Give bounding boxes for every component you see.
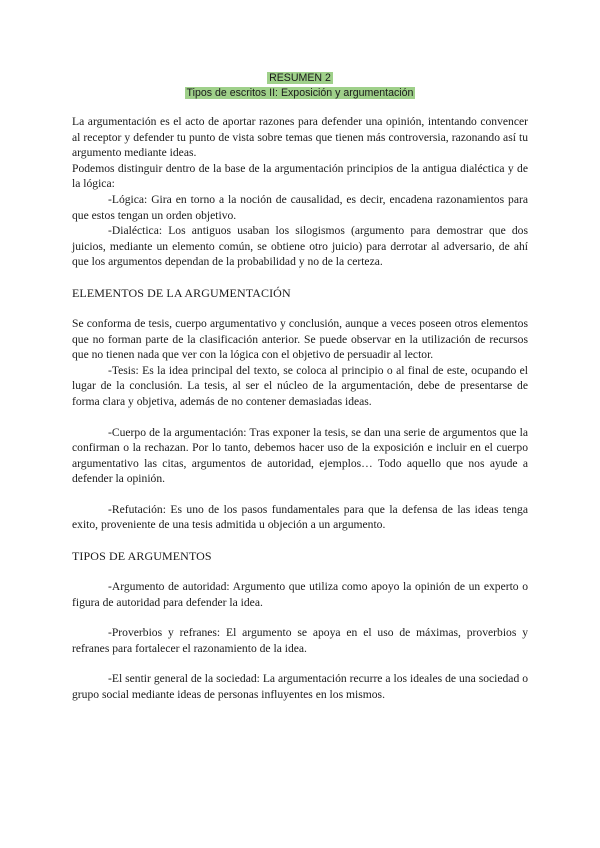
intro-paragraph-principles: Podemos distinguir dentro de la base de la argumentación principios de la antigua dialéctica y de la lógica: [72,161,528,191]
elementos-paragraph: Se conforma de tesis, cuerpo argumentativo y conclusión, aunque a veces poseen otros elementos que no forman parte de la clasificación anterior. Se puede observar en la utilización de recursos que no tienen nada que ver con la lógica con el objetivo de persuadir al lector. [72,316,528,362]
section-heading-tipos: TIPOS DE ARGUMENTOS [72,549,212,564]
document-content [72,71,528,703]
section-heading-elementos: ELEMENTOS DE LA ARGUMENTACIÓN [72,285,291,300]
document-title [72,71,528,86]
intro-paragraph: La argumentación es el acto de aportar razones para defender una opinión, intentando convencer al receptor y defender tu punto de vista sobre temas que tienen más controversia, razonando así tu argumento mediante ideas. [72,115,528,160]
autoridad-paragraph: -Argumento de autoridad: Argumento que utiliza como apoyo la opinión de un experto o figura de autoridad para defender la idea. [72,580,528,609]
refutacion-paragraph: -Refutación: Es uno de los pasos fundamentales para que la defensa de las ideas tenga exito, proveniente de una tesis admitida u objeción a un argumento. [72,502,528,532]
logica-paragraph: -Lógica: Gira en torno a la noción de causalidad, es decir, encadena razonamientos para que estos tengan un orden objetivo. [72,192,528,222]
document-subtitle [72,86,528,101]
sentir-paragraph: -El sentir general de la sociedad: La argumentación recurre a los ideales de una sociedad o grupo social mediante ideas de personas influyentes en los mismos. [72,672,528,702]
tesis-paragraph: -Tesis: Es la idea principal del texto, se coloca al principio o al final de este, ocupando el lugar de la conclusión. La tesis, al ser el núcleo de la argumentación, debe de presentarse de forma clara y objetiva, además de no contener demasiadas ideas. [72,363,528,408]
dialectica-paragraph: -Dialéctica: Los antiguos usaban los silogismos (argumento para demostrar que dos juicios, mediante un elemento común, se obtiene otro juicio) para derrotar al adversario, de ahí que los argumentos dependan de la probabilidad y no de la certeza. [72,224,528,269]
title-highlight: RESUMEN 2 [269,72,331,84]
cuerpo-paragraph: -Cuerpo de la argumentación: Tras exponer la tesis, se dan una serie de argumentos que la confirman o la rechazan. Por lo tanto, debemos hacer uso de la exposición e incluir en el cuerpo argumentativo las citas, argumentos de autoridad, ejemplos… Todo aquello que nos ayude a defender la opinión. [72,425,528,486]
subtitle-highlight: Tipos de escritos II: Exposición y argumentación [186,87,414,99]
proverbios-paragraph: -Proverbios y refranes: El argumento se apoya en el uso de máximas, proverbios y refranes para fortalecer el razonamiento de la idea. [72,626,528,655]
